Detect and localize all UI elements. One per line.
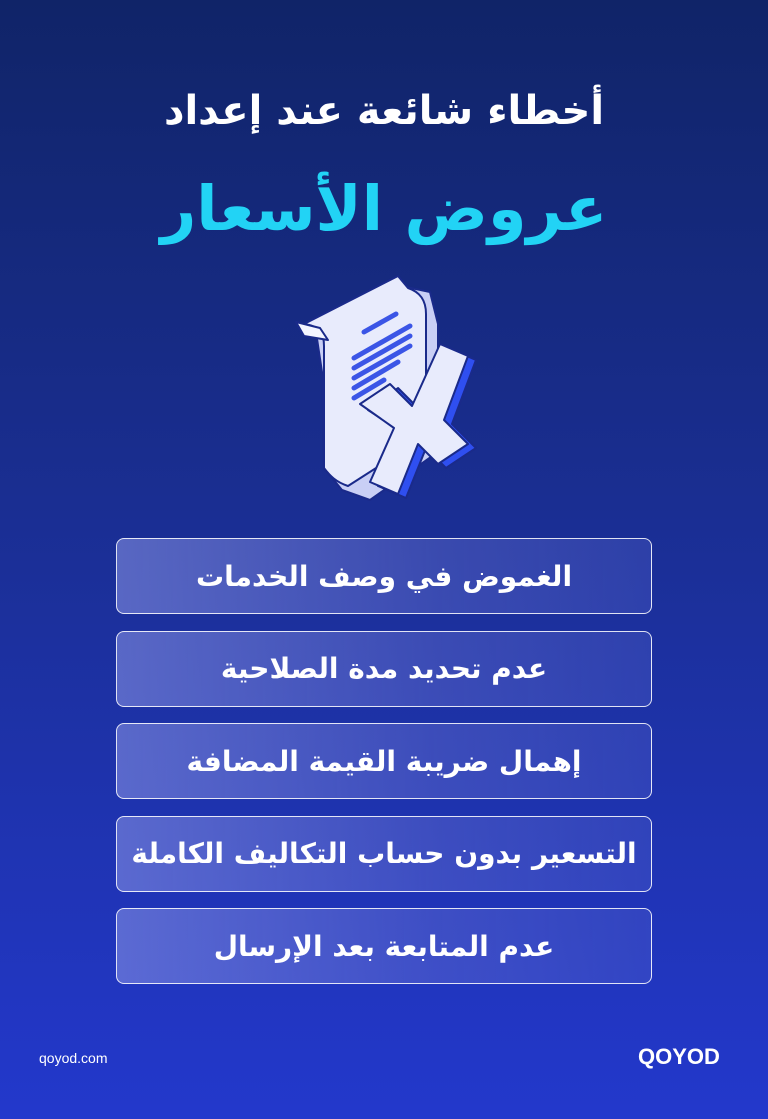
mistake-item-2: عدم تحديد مدة الصلاحية <box>116 631 652 707</box>
page-title: عروض الأسعار <box>160 172 608 245</box>
document-with-x-icon <box>280 262 490 512</box>
website-link[interactable]: qoyod.com <box>39 1050 108 1066</box>
mistake-item-1: الغموض في وصف الخدمات <box>116 538 652 614</box>
mistake-item-3: إهمال ضريبة القيمة المضافة <box>116 723 652 799</box>
page-subtitle: أخطاء شائعة عند إعداد <box>163 88 605 134</box>
brand-logo: QOYOD <box>638 1044 720 1069</box>
mistakes-list <box>116 538 652 1001</box>
mistake-item-5: عدم المتابعة بعد الإرسال <box>116 908 652 984</box>
mistake-item-4: التسعير بدون حساب التكاليف الكاملة <box>116 816 652 892</box>
